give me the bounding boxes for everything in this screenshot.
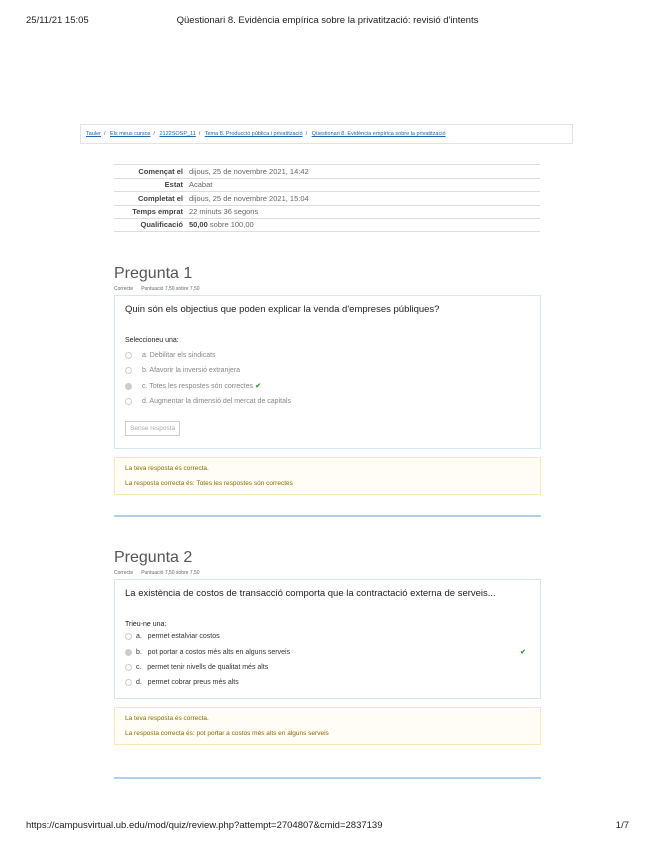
radio[interactable] [125,352,132,359]
breadcrumb-dashboard[interactable]: Tauler [86,131,101,137]
print-header [26,15,629,26]
check-icon: ✔ [255,383,262,390]
option-a[interactable] [125,633,530,640]
answer-prompt: Seleccioneu una: [125,337,179,344]
label: Completat el [137,193,183,203]
feedback-correct-answer: La resposta correcta és: pot portar a costos més alts en alguns serveis [125,730,329,737]
page-number: 1/7 [615,820,629,831]
feedback [114,457,541,495]
breadcrumb-topic[interactable]: Tema 8. Producció pública i privatització [204,131,303,137]
radio[interactable] [125,633,132,640]
summary-row-started [114,164,540,178]
option-label: c. permet tenir nivells de qualitat més alts [136,664,269,671]
breadcrumb-quiz[interactable]: Qüestionari 8. Evidència empírica sobre la privatització [311,131,446,137]
question-score: Puntuació 7,50 sobre 7,50 [141,570,200,576]
question-title: Pregunta 1 [114,265,193,282]
option-b[interactable] [125,367,530,374]
label: Qualificació [140,220,183,230]
check-icon: ✔ [520,649,526,656]
option-b[interactable] [125,648,530,656]
divider [114,515,541,517]
option-label: a. Debilitar els sindicats [142,352,216,359]
label: Estat [164,180,183,190]
value: Acabat [189,180,213,190]
question-text: Quin són els objectius que poden explicar la venda d'empreses públiques? [125,304,440,315]
page-title: Qüestionari 8. Evidència empírica sobre la privatització: revisió d'intents [176,15,479,26]
radio[interactable] [125,679,132,686]
option-label: d. permet cobrar preus més alts [136,679,239,686]
print-date: 25/11/21 15:05 [26,15,89,26]
page-url: https://campusvirtual.ub.edu/mod/quiz/review.php?attempt=2704807&cmid=2837139 [26,820,383,831]
breadcrumb-course[interactable]: 2122SOSP_11 [159,131,196,137]
question-status: Correcte [114,286,134,292]
feedback [114,707,541,745]
question-score: Puntuació 7,50 sobre 7,50 [141,286,200,292]
label: Començat el [138,166,183,176]
radio[interactable] [125,649,132,656]
summary-row-time [114,205,540,219]
summary-row-completed [114,191,540,205]
option-a[interactable] [125,352,530,359]
answer-prompt: Trieu-ne una: [125,621,167,628]
breadcrumb-my-courses[interactable]: Els meus cursos [110,131,151,137]
option-d[interactable] [125,679,530,686]
option-c[interactable] [125,664,530,671]
feedback-correct-answer: La resposta correcta és: Totes les respostes són correctes [125,480,293,487]
radio[interactable] [125,398,132,405]
option-label: b. Afavorir la inversió extranjera [142,367,241,374]
question-text: La existència de costos de transacció comporta que la contractació externa de serveis... [125,588,496,599]
option-c[interactable] [125,382,530,390]
divider [114,777,541,779]
attempt-summary [114,164,540,232]
radio[interactable] [125,367,132,374]
option-label: c. Totes les respostes són correctes [142,382,254,390]
feedback-result: La teva resposta és correcta. [125,715,209,722]
feedback-result: La teva resposta és correcta. [125,465,209,472]
question-2 [114,549,541,745]
option-d[interactable] [125,398,530,405]
value: 22 minuts 36 segons [189,207,259,217]
print-footer [26,820,629,831]
question-1 [114,265,541,495]
grade-max: sobre 100,00 [209,220,254,230]
breadcrumb: Tauler / Els meus cursos / 2122SOSP_11 / Tema 8. Producció pública i privatització / Qüestionari 8. Evidència empírica sobre la privatització [80,124,573,144]
grade-value: 50,00 [189,220,208,230]
question-title: Pregunta 2 [114,549,193,566]
question-status: Correcte [114,570,134,576]
radio[interactable] [125,664,132,671]
value: dijous, 25 de novembre 2021, 14:42 [189,166,309,176]
label: Temps emprat [132,207,183,217]
summary-row-grade [114,218,540,232]
radio[interactable] [125,383,132,390]
summary-row-state [114,178,540,192]
option-label: a. permet estalviar costos [136,633,220,640]
option-label: d. Augmentar la dimensió del mercat de capitals [142,398,292,405]
value: dijous, 25 de novembre 2021, 15:04 [189,193,309,203]
clear-choice-button[interactable]: Sense resposta [125,421,180,436]
option-label: b. pot portar a costos més alts en alguns serveis [136,648,291,656]
